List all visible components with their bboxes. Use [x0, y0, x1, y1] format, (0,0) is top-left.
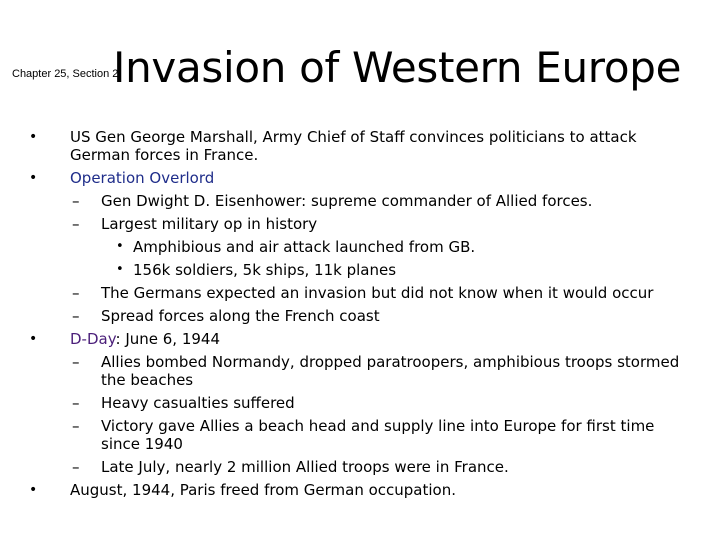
bullet-marker: •	[29, 129, 38, 145]
sub-bullet-spread-forces	[0, 307, 691, 325]
sub-sub-bullet-amphibious	[0, 238, 693, 256]
sub-bullet-germans-expected	[0, 284, 691, 302]
dash-marker: –	[72, 284, 80, 302]
bullet-overlord	[0, 169, 690, 187]
bullet-marker: •	[29, 331, 38, 347]
sub-bullet-text: Late July, nearly 2 million Allied troops were in France.	[101, 458, 509, 476]
sub-bullet-text: Gen Dwight D. Eisenhower: supreme commander of Allied forces.	[101, 192, 593, 210]
dash-marker: –	[72, 192, 80, 210]
sub-bullet-casualties	[0, 394, 691, 412]
sub-sub-bullet-numbers	[0, 261, 693, 279]
sub-bullet-text: Victory gave Allies a beach head and supply line into Europe for first time since 1940	[101, 417, 655, 453]
bullet-dday	[0, 330, 690, 348]
dday-date: : June 6, 1944	[115, 330, 221, 348]
dash-marker: –	[72, 215, 80, 233]
sub-bullet-text: The Germans expected an invasion but did not know when it would occur	[101, 284, 654, 302]
bullet-paris	[0, 481, 690, 499]
dash-marker: –	[72, 458, 80, 476]
sub-bullet-text: Allies bombed Normandy, dropped paratroopers, amphibious troops stormed the beaches	[101, 353, 680, 389]
sub-bullet-allies-bombed	[0, 353, 691, 389]
sub-bullet-victory	[0, 417, 691, 453]
sub-bullet-largest-op	[0, 215, 691, 233]
bullet-text: August, 1944, Paris freed from German occupation.	[70, 481, 456, 499]
dash-marker: –	[72, 353, 80, 371]
bullet-text: Operation Overlord	[70, 169, 215, 187]
bullet-marshall	[0, 128, 690, 164]
dday-term: D-Day	[70, 330, 116, 348]
bullet-text: US Gen George Marshall, Army Chief of Staff convinces politicians to attack German forces in France.	[70, 128, 637, 164]
section-label: Chapter 25, Section 2	[12, 68, 119, 80]
bullet-list	[0, 128, 720, 504]
slide-title: Invasion of Western Europe	[113, 43, 682, 92]
bullet-marker: •	[29, 170, 38, 186]
bullet-marker: •	[116, 262, 124, 277]
dash-marker: –	[72, 394, 80, 412]
sub-bullet-text: Spread forces along the French coast	[101, 307, 380, 325]
sub-sub-bullet-text: 156k soldiers, 5k ships, 11k planes	[133, 261, 397, 279]
bullet-marker: •	[116, 239, 124, 254]
sub-sub-bullet-text: Amphibious and air attack launched from GB.	[133, 238, 476, 256]
dash-marker: –	[72, 307, 80, 325]
bullet-marker: •	[29, 482, 38, 498]
sub-bullet-eisenhower	[0, 192, 691, 210]
sub-bullet-text: Heavy casualties suffered	[101, 394, 295, 412]
sub-bullet-late-july	[0, 458, 691, 476]
dash-marker: –	[72, 417, 80, 435]
sub-bullet-text: Largest military op in history	[101, 215, 318, 233]
